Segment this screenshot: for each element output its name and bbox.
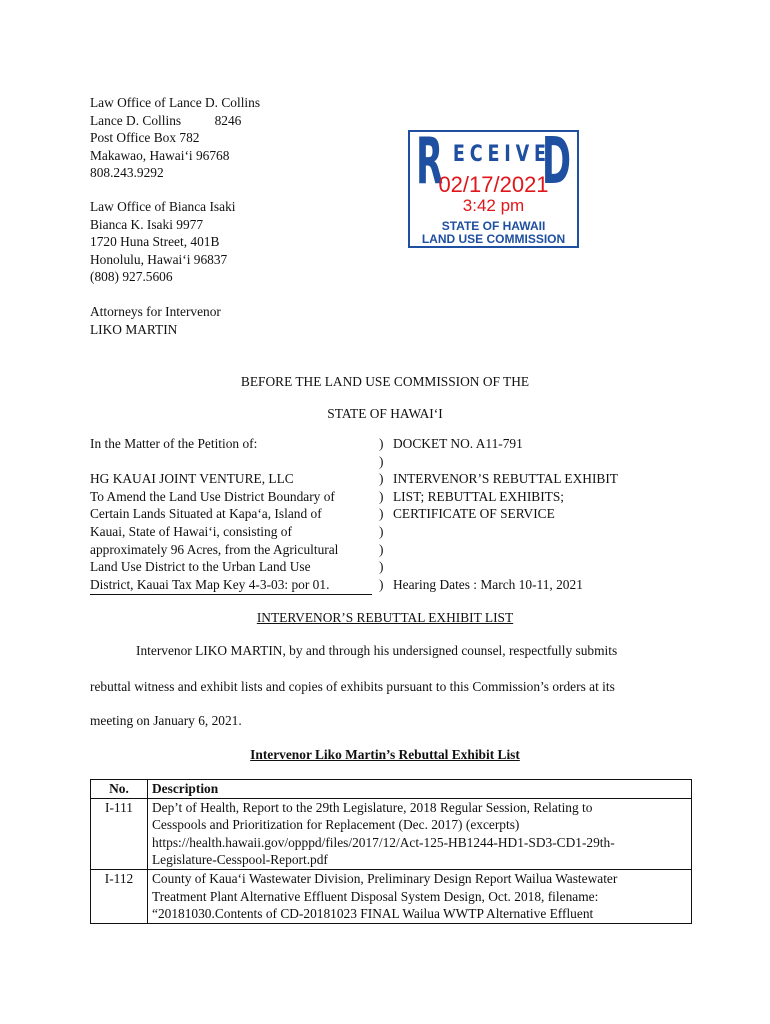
caption-line <box>393 541 618 559</box>
description-line: County of Kaua‘i Wastewater Division, Preliminary Design Report Wailua Wastewater <box>152 870 618 886</box>
caption-line <box>393 453 618 471</box>
text-line: Makawao, Hawai‘i 96768 <box>90 147 230 163</box>
attorney-block-isaki <box>90 198 236 286</box>
caption-line <box>90 453 375 471</box>
caption-line: Certain Lands Situated at Kapa‘a, Island of <box>90 506 322 522</box>
table-title: Intervenor Liko Martin’s Rebuttal Exhibit List <box>250 747 520 762</box>
caption-line <box>393 558 618 576</box>
paren: ) <box>379 541 384 557</box>
document-title: LIST; REBUTTAL EXHIBITS; <box>393 488 565 504</box>
exhibit-table <box>90 779 692 924</box>
tribunal-title-state: STATE OF HAWAI‘I <box>327 406 443 421</box>
description-url: https://health.hawaii.gov/opppd/files/2017/12/Act-125-HB1244-HD1-SD3-CD1-29th- <box>152 834 615 850</box>
paren: ) <box>379 488 384 504</box>
stamp-letter: R <box>416 125 444 199</box>
stamp-agency-line: LAND USE COMMISSION <box>421 232 566 246</box>
stamp-time: 3:42 pm <box>462 196 525 215</box>
caption-line: To Amend the Land Use District Boundary of <box>90 488 335 504</box>
text-line: Lance D. Collins 8246 <box>90 112 242 128</box>
description-line: Treatment Plant Alternative Effluent Disposal System Design, Oct. 2018, filename: <box>152 888 599 904</box>
table-header-row <box>91 780 692 799</box>
text-line: Law Office of Bianca Isaki <box>90 199 236 214</box>
stamp-letter: D <box>541 125 571 199</box>
case-caption-right <box>393 435 618 593</box>
paren: ) <box>379 559 384 575</box>
exhibit-number: I-112 <box>91 869 148 923</box>
text-line: Post Office Box 782 <box>90 130 200 146</box>
section-heading: INTERVENOR’S REBUTTAL EXHIBIT LIST <box>256 610 514 625</box>
text-line: 808.243.9292 <box>90 165 164 181</box>
caption-line: District, Kauai Tax Map Key 4-3-03: por 01. <box>90 576 330 592</box>
paren: ) <box>379 453 384 469</box>
attorney-block-collins <box>90 94 260 182</box>
caption-underline <box>90 594 372 595</box>
stamp-agency <box>410 220 577 246</box>
text-line: Bianca K. Isaki 9977 <box>90 216 204 232</box>
description-line: Cesspools and Prioritization for Replacement (Dec. 2017) (excerpts) <box>152 817 520 833</box>
paren: ) <box>379 523 384 539</box>
attorneys-for <box>90 303 221 338</box>
paragraph-line: meeting on January 6, 2021. <box>90 713 242 728</box>
exhibit-description <box>148 869 692 923</box>
paren: ) <box>379 471 384 487</box>
text-line: Law Office of Lance D. Collins <box>90 95 261 110</box>
tribunal-title: BEFORE THE LAND USE COMMISSION OF THE <box>240 374 530 389</box>
paren: ) <box>379 436 384 451</box>
paragraph-line: rebuttal witness and exhibit lists and copies of exhibits pursuant to this Commission’s orders at its <box>90 679 615 694</box>
text-line: Attorneys for Intervenor <box>90 304 221 319</box>
docket-number: DOCKET NO. A11-791 <box>393 436 523 451</box>
paren: ) <box>379 506 384 522</box>
column-header-no: No. <box>91 780 148 799</box>
case-caption-left <box>90 435 375 595</box>
caption-line <box>393 523 618 541</box>
text-line: 1720 Huna Street, 401B <box>90 234 220 250</box>
stamp-date: 02/17/2021 <box>438 172 549 197</box>
column-header-description: Description <box>148 780 692 799</box>
caption-parentheses <box>379 435 383 593</box>
document-title: CERTIFICATE OF SERVICE <box>393 506 555 522</box>
text-line: (808) 927.5606 <box>90 269 173 285</box>
caption-line: HG KAUAI JOINT VENTURE, LLC <box>90 471 294 487</box>
table-row <box>91 869 692 923</box>
paragraph-line: Intervenor LIKO MARTIN, by and through his undersigned counsel, respectfully submits <box>136 643 618 658</box>
description-line: “20181030.Contents of CD-20181023 FINAL Wailua WWTP Alternative Effluent <box>152 906 594 922</box>
description-url: Legislature-Cesspool-Report.pdf <box>152 852 328 868</box>
exhibit-number: I-111 <box>91 798 148 869</box>
caption-line: Land Use District to the Urban Land Use <box>90 559 311 575</box>
text-line: LIKO MARTIN <box>90 321 178 337</box>
caption-line: approximately 96 Acres, from the Agricultural <box>90 541 339 557</box>
text-line: Honolulu, Hawai‘i 96837 <box>90 251 228 267</box>
caption-line: In the Matter of the Petition of: <box>90 436 258 451</box>
stamp-letter: ECEIVE <box>452 142 551 167</box>
caption-line: Kauai, State of Hawai‘i, consisting of <box>90 523 292 539</box>
document-title: INTERVENOR’S REBUTTAL EXHIBIT <box>393 471 618 487</box>
stamp-agency-line: STATE OF HAWAII <box>441 219 546 233</box>
received-stamp <box>408 125 579 248</box>
description-line: Dep’t of Health, Report to the 29th Legislature, 2018 Regular Session, Relating to <box>152 799 593 815</box>
exhibit-description <box>148 798 692 869</box>
paren: ) <box>379 576 384 592</box>
table-row <box>91 798 692 869</box>
hearing-dates: Hearing Dates : March 10-11, 2021 <box>393 576 583 592</box>
